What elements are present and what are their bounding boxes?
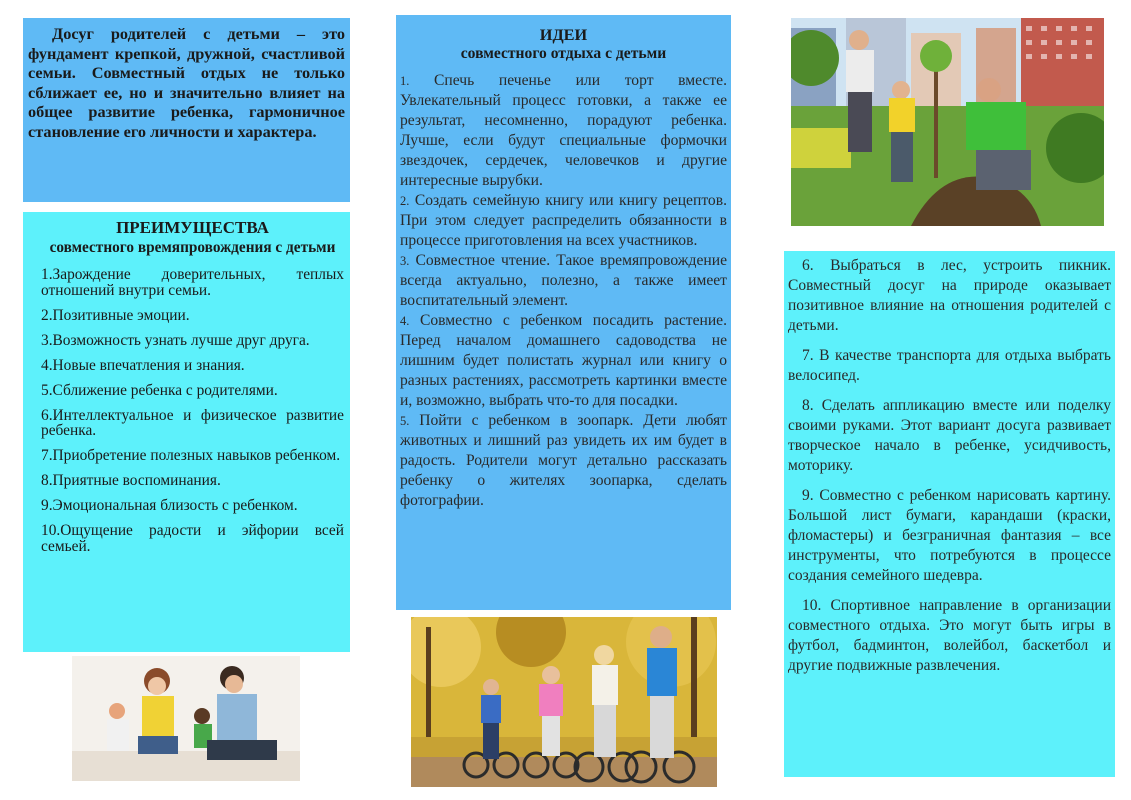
- idea-item: [400, 191, 727, 251]
- benefits-panel: [23, 212, 350, 652]
- idea-item: [400, 71, 727, 191]
- idea-text: Создать семейную книгу или книгу рецептов. При этом следует распределить обязанности в процессе приготовления на всех участников.: [400, 192, 727, 249]
- intro-panel: [23, 18, 350, 202]
- idea-text: Совместно с ребенком посадить растение. Перед началом домашнего садоводства не лишним будет полистать журнал или книгу о разных растениях, рассмотреть картинки вместе и, возможно, выбрать что-то для посадки.: [400, 312, 727, 409]
- benefits-list: [41, 267, 344, 554]
- ideas-subtitle: совместного отдыха с детьми: [460, 45, 667, 62]
- list-item: 8.Приятные воспоминания.: [41, 472, 221, 489]
- idea-item: 10. Спортивное направление в организации совместного отдыха. Это могут быть игры в футбол, бадминтон, волейбол, баскетбол и другие подвижные развлечения.: [788, 597, 1111, 674]
- ideas-panel: [396, 15, 731, 610]
- list-item: 2.Позитивные эмоции.: [41, 306, 190, 324]
- idea-item: 8. Сделать аппликацию вместе или поделку своими руками. Этот вариант досуга развивает творческое начало в ребенке, усидчивость, моторику.: [788, 397, 1111, 474]
- idea-item: [400, 411, 727, 511]
- idea-number: 2.: [400, 194, 410, 208]
- idea-text: Совместное чтение. Такое времяпровождение всегда актуально, полезно, а также имеет воспитательный элемент.: [400, 252, 727, 309]
- benefits-title: ПРЕИМУЩЕСТВА: [116, 218, 269, 237]
- intro-text: Досуг родителей с детьми – это фундамент крепкой, дружной, счастливой семьи. Совместный отдых не только сближает ее, но и значительно влияет на общее развитие ребенка, гармоничное становление его личности и характера.: [28, 24, 345, 141]
- more-ideas-panel: [784, 251, 1115, 777]
- list-item: 9.Эмоциональная близость с ребенком.: [41, 497, 298, 514]
- idea-item: 7. В качестве транспорта для отдыха выбрать велосипед.: [788, 347, 1111, 384]
- idea-text: Спечь печенье или торт вместе. Увлекательный процесс готовки, а также ее результат, несомненно, порадуют ребенка. Лучше, если будут специальные формочки звездочек, сердечек, человечков и другие интересные вырубки.: [400, 72, 727, 189]
- list-item: 5.Сближение ребенка с родителями.: [41, 381, 278, 399]
- benefits-subtitle: совместного времяпровождения с детьми: [49, 239, 336, 256]
- ideas-title: ИДЕИ: [539, 25, 588, 44]
- idea-item: [400, 251, 727, 311]
- idea-number: 4.: [400, 314, 410, 328]
- list-item: 7.Приобретение полезных навыков ребенком.: [41, 447, 341, 464]
- idea-number: 5.: [400, 414, 410, 428]
- list-item: 10.Ощущение радости и эйфории всей семьей.: [41, 522, 344, 555]
- photo-planting-tree: [791, 18, 1104, 226]
- list-item: 1.Зарождение доверительных, теплых отношений внутри семьи.: [41, 266, 344, 299]
- idea-number: 1.: [400, 74, 410, 88]
- idea-item: [400, 311, 727, 411]
- list-item: 3.Возможность узнать лучше друг друга.: [41, 331, 310, 349]
- list-item: 4.Новые впечатления и знания.: [41, 356, 245, 374]
- idea-number: 3.: [400, 254, 410, 268]
- photo-family-cycling: [411, 617, 717, 787]
- idea-item: 6. Выбраться в лес, устроить пикник. Совместный досуг на природе оказывает позитивное влияние на отношения родителей с детьми.: [788, 257, 1111, 334]
- list-item: 6.Интеллектуальное и физическое развитие ребенка.: [41, 406, 344, 439]
- photo-family-playing: [72, 656, 300, 781]
- idea-item: 9. Совместно с ребенком нарисовать картину. Большой лист бумаги, карандаши (краски, фломастеры) и безграничная фантазия – все инструменты, что потребуются в процессе создания семейного шедевра.: [788, 487, 1111, 584]
- idea-text: Пойти с ребенком в зоопарк. Дети любят животных и лишний раз увидеть их им будет в радость. Родители могут детально рассказать ребенку о жителях зоопарка, сделать фотографии.: [400, 412, 727, 509]
